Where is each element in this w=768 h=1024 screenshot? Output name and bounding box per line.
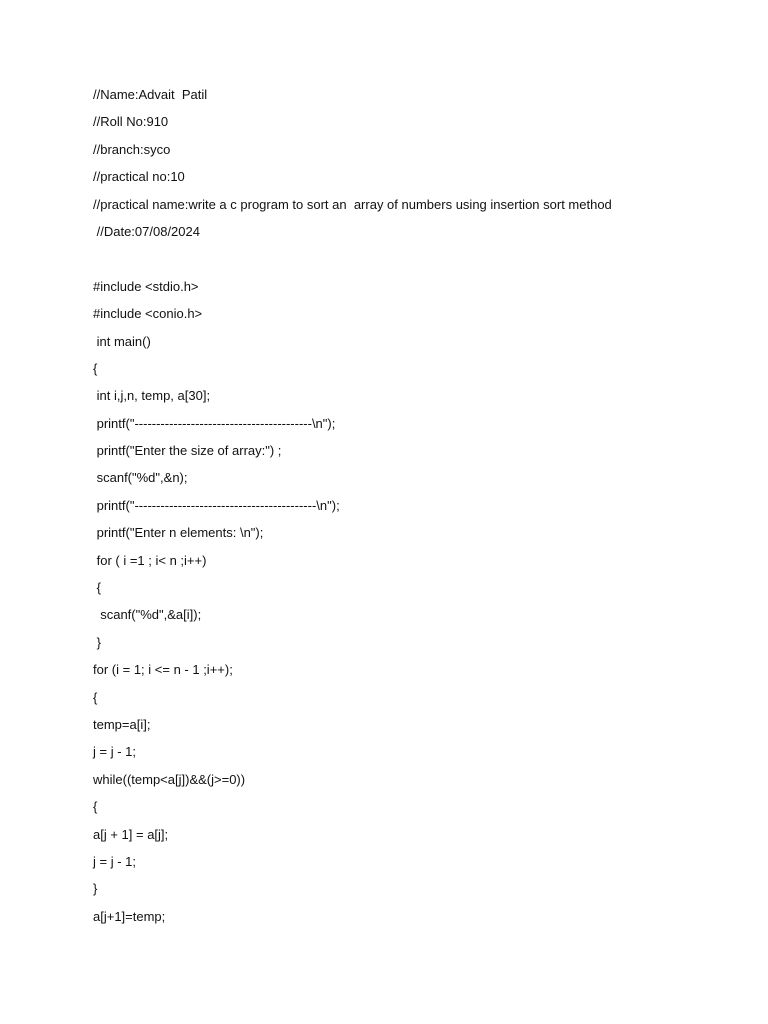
code-line: scanf("%d",&n);	[93, 470, 188, 486]
code-line: {	[93, 689, 98, 705]
code-line: scanf("%d",&a[i]);	[93, 607, 202, 623]
code-line: #include <conio.h>	[93, 306, 203, 322]
code-line: a[j+1]=temp;	[93, 908, 166, 924]
code-line: j = j - 1;	[93, 744, 136, 760]
header-comment-practical-no: //practical no:10	[93, 169, 185, 185]
code-line: int main()	[93, 333, 151, 349]
code-line: for (i = 1; i <= n - 1 ;i++);	[93, 662, 233, 678]
code-line: a[j + 1] = a[j];	[93, 826, 169, 842]
code-line: while((temp<a[j])&&(j>=0))	[93, 771, 246, 787]
header-comment-name: //Name:Advait Patil	[93, 87, 208, 102]
header-comment-practical-name: //practical name:write a c program to sort an array of numbers using insertion sort method	[93, 196, 612, 212]
header-comment-branch: //branch:syco	[93, 141, 171, 157]
code-line: temp=a[i];	[93, 716, 151, 732]
blank-line	[93, 250, 728, 267]
code-line: int i,j,n, temp, a[30];	[93, 388, 211, 404]
document-body	[93, 86, 728, 935]
code-line: {	[93, 799, 98, 815]
code-line: }	[93, 881, 98, 897]
header-comment-date: //Date:07/08/2024	[93, 223, 200, 239]
code-line: for ( i =1 ; i< n ;i++)	[93, 552, 207, 568]
code-line: printf("Enter n elements: \n");	[93, 525, 264, 541]
code-line: }	[93, 634, 101, 650]
header-comment-roll-no: //Roll No:910	[93, 114, 169, 130]
code-line: {	[93, 360, 98, 376]
code-line: j = j - 1;	[93, 853, 136, 869]
code-line: printf("Enter the size of array:") ;	[93, 443, 282, 459]
code-line: printf("-----------------------------------------\n");	[93, 415, 336, 431]
code-line: #include <stdio.h>	[93, 278, 199, 294]
code-line: printf("------------------------------------------\n");	[93, 497, 340, 513]
code-line: {	[93, 580, 101, 596]
